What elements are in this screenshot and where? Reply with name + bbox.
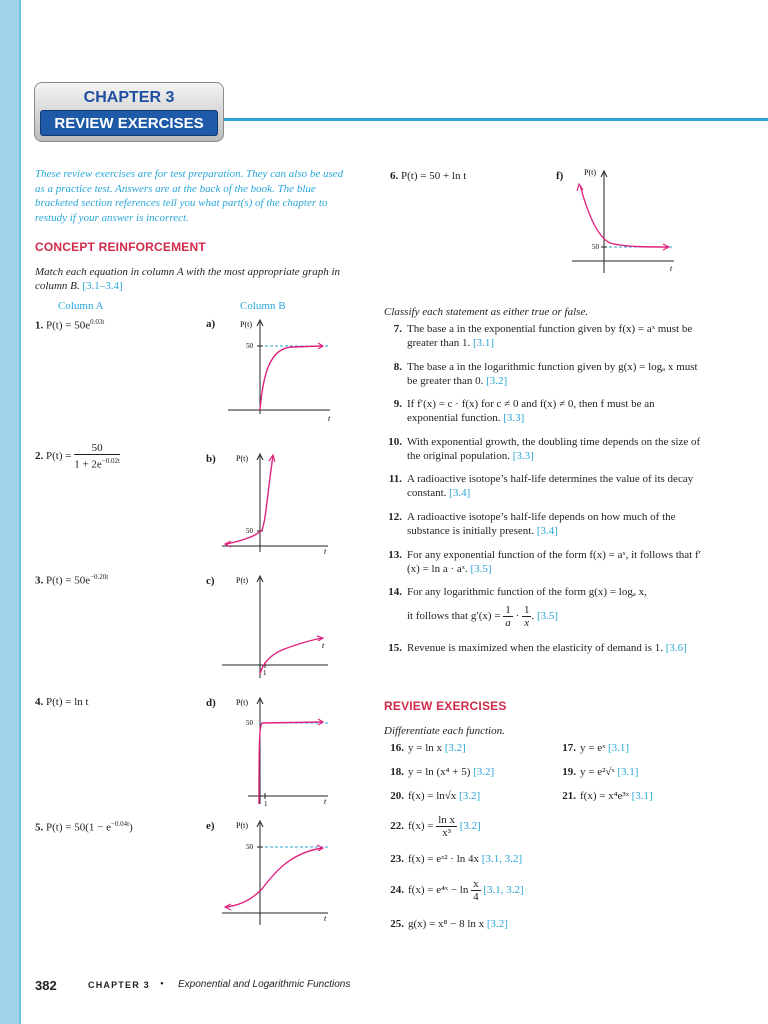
graph-c-y-label: P(t) bbox=[236, 576, 248, 585]
tf-ref: [3.3] bbox=[512, 449, 534, 462]
review-num: 16. bbox=[390, 742, 404, 754]
graph-d bbox=[222, 692, 340, 808]
review-eq: g(x) = x⁸ − 8 ln x bbox=[408, 918, 485, 930]
tf-ref: [3.2] bbox=[486, 374, 508, 387]
concept-heading: CONCEPT REINFORCEMENT bbox=[35, 240, 206, 254]
match-eq-5 bbox=[35, 820, 133, 834]
match-num-1: 1. bbox=[35, 319, 44, 332]
graph-b-y-tick-label: 50 bbox=[246, 527, 253, 535]
graph-letter-f: f) bbox=[556, 170, 564, 182]
graph-d-x-label: t bbox=[324, 797, 327, 806]
tf-ref: [3.3] bbox=[503, 411, 525, 424]
graph-c bbox=[222, 570, 340, 682]
graph-letter-a: a) bbox=[206, 318, 216, 330]
graph-d-curve bbox=[259, 722, 322, 804]
match-num-2: 2. bbox=[35, 449, 44, 462]
graph-f bbox=[568, 165, 686, 277]
graph-letter-d: d) bbox=[206, 697, 216, 709]
tf-14-f2-bot: x bbox=[524, 616, 530, 629]
match-eq-3-text: P(t) = 50e bbox=[46, 574, 91, 587]
concept-instruction bbox=[35, 265, 345, 293]
match-eq-2-fraction bbox=[74, 442, 120, 471]
tf-text: A radioactive isotope’s half-life determines the value of its decay constant. bbox=[407, 473, 694, 499]
match-eq-4-text: P(t) = ln t bbox=[46, 696, 89, 708]
review-ref: [3.2] bbox=[473, 766, 495, 778]
tf-14-f1-top: 1 bbox=[505, 603, 511, 616]
tf-text: The base a in the exponential function given by f(x) = aˣ must be greater than 1. bbox=[407, 323, 693, 349]
review-eq-lhs: f(x) = e⁴ˣ − ln bbox=[408, 884, 469, 897]
graph-letter-c: c) bbox=[206, 575, 215, 587]
review-eq: y = e²√ˣ bbox=[580, 766, 615, 778]
match-eq-6 bbox=[390, 170, 466, 182]
review-heading: REVIEW EXERCISES bbox=[384, 699, 507, 713]
review-eq-lhs: f(x) = bbox=[408, 820, 434, 833]
review-item-23 bbox=[384, 853, 522, 865]
graph-c-curve bbox=[260, 638, 322, 674]
review-num: 17. bbox=[562, 742, 576, 754]
review-item-20 bbox=[384, 790, 480, 802]
tf-text: For any exponential function of the form f(x) = aˣ, it follows that f′(x) = ln a · aˣ. bbox=[407, 549, 702, 575]
review-ref: [3.2] bbox=[459, 820, 481, 833]
tf-num: 11. bbox=[388, 473, 402, 485]
review-instruction: Differentiate each function. bbox=[384, 725, 505, 737]
review-item-22 bbox=[384, 814, 481, 839]
review-item-19 bbox=[556, 766, 638, 778]
tf-ref: [3.5] bbox=[536, 609, 559, 622]
match-eq-2-den-text: 1 + 2e bbox=[74, 458, 102, 471]
graph-f-y-tick-label: 50 bbox=[592, 243, 599, 251]
review-ref: [3.1, 3.2] bbox=[483, 884, 524, 897]
tf-ref: [3.1] bbox=[472, 336, 495, 349]
review-eq: f(x) = x⁴e³ˣ bbox=[580, 790, 629, 802]
graph-e-curve bbox=[226, 848, 322, 907]
graph-e bbox=[222, 815, 340, 927]
match-eq-3 bbox=[35, 573, 108, 587]
footer-chapter: CHAPTER 3 bbox=[88, 980, 150, 990]
header-rule bbox=[219, 118, 768, 121]
match-num-3: 3. bbox=[35, 574, 44, 587]
match-num-4: 4. bbox=[35, 696, 44, 708]
tf-14-f2-top: 1 bbox=[523, 603, 530, 616]
match-eq-5-sup: −0.04t bbox=[110, 820, 130, 828]
tf-text: Revenue is maximized when the elasticity of demand is 1. bbox=[407, 642, 663, 654]
review-24-den: 4 bbox=[473, 891, 479, 903]
tf-text: For any logarithmic function of the form g(x) = logₐ x, bbox=[407, 586, 647, 598]
tf-14-f1-bot: a bbox=[505, 616, 511, 629]
review-24-fraction bbox=[471, 878, 481, 903]
graph-b-y-label: P(t) bbox=[236, 454, 248, 463]
concept-instruction-text: Match each equation in column A with the most appropriate graph in column B. bbox=[35, 266, 341, 292]
tf-ref: [3.6] bbox=[665, 642, 687, 654]
review-item-25 bbox=[384, 918, 508, 930]
review-item-24 bbox=[384, 878, 524, 903]
tf-14-dot: · bbox=[515, 609, 520, 622]
review-num: 19. bbox=[562, 766, 576, 778]
graph-letter-e: e) bbox=[206, 820, 215, 832]
match-eq-6-text: P(t) = 50 + ln t bbox=[401, 170, 467, 182]
review-num: 18. bbox=[390, 766, 404, 778]
graph-d-y-label: P(t) bbox=[236, 698, 248, 707]
tf-num: 7. bbox=[393, 323, 402, 335]
tf-num: 13. bbox=[388, 549, 402, 561]
review-eq: f(x) = ln√x bbox=[408, 790, 457, 802]
tf-text: With exponential growth, the doubling time depends on the size of the original population. bbox=[407, 436, 701, 462]
footer-separator: • bbox=[160, 978, 164, 990]
tf-num: 12. bbox=[388, 511, 402, 523]
review-22-num: ln x bbox=[438, 814, 456, 826]
review-ref: [3.2] bbox=[459, 790, 481, 802]
graph-a-x-label: t bbox=[328, 414, 331, 423]
review-num: 22. bbox=[390, 820, 404, 833]
tf-text-b: it follows that g′(x) = bbox=[407, 609, 501, 622]
review-24-num: x bbox=[473, 878, 479, 890]
match-eq-2-den-sup: −0.02t bbox=[101, 457, 120, 465]
chapter-badge-subtitle: REVIEW EXERCISES bbox=[40, 110, 218, 136]
match-eq-3-sup: −0.20t bbox=[90, 573, 109, 581]
graph-e-x-label: t bbox=[324, 914, 327, 923]
review-eq: y = eˣ bbox=[580, 742, 606, 754]
review-ref: [3.1, 3.2] bbox=[481, 853, 523, 865]
graph-f-curve bbox=[580, 185, 668, 247]
review-num: 25. bbox=[390, 918, 404, 930]
review-item-21 bbox=[556, 790, 653, 802]
match-eq-1 bbox=[35, 318, 104, 332]
tf-text: The base a in the logarithmic function given by g(x) = logₐ x must be greater than 0. bbox=[407, 361, 698, 387]
graph-a-y-label: P(t) bbox=[240, 320, 252, 329]
match-eq-2-lhs: P(t) = bbox=[46, 449, 72, 462]
graph-e-y-tick-label: 50 bbox=[246, 843, 253, 851]
graph-d-y-tick-label: 50 bbox=[246, 719, 253, 727]
tf-14-period: . bbox=[531, 609, 535, 622]
tf-num: 9. bbox=[393, 398, 402, 410]
graph-c-x-tick-label: 1 bbox=[263, 669, 267, 677]
intro-paragraph: These review exercises are for test preparation. They can also be used as a practice test. Answers are at the back of the book. The blue bracketed section references tell you what part(s) of the chapter to restudy if your answer is incorrect. bbox=[35, 168, 344, 224]
tf-ref: [3.4] bbox=[449, 486, 471, 499]
match-eq-1-text: P(t) = 50e bbox=[46, 319, 91, 332]
true-false-instruction: Classify each statement as either true or false. bbox=[384, 306, 589, 318]
review-eq: f(x) = eˣ² · ln 4x bbox=[408, 853, 480, 865]
match-eq-5-text: P(t) = 50(1 − e bbox=[46, 821, 111, 834]
chapter-badge-title: CHAPTER 3 bbox=[83, 89, 175, 106]
review-num: 20. bbox=[390, 790, 404, 802]
review-ref: [3.2] bbox=[486, 918, 508, 930]
match-num-5: 5. bbox=[35, 821, 44, 834]
column-b-label: Column B bbox=[240, 300, 286, 312]
match-eq-5-tail: ) bbox=[129, 821, 133, 834]
review-num: 24. bbox=[390, 884, 404, 897]
match-eq-2-num: 50 bbox=[74, 442, 120, 455]
graph-b-x-label: t bbox=[324, 547, 327, 556]
review-22-fraction bbox=[436, 814, 457, 839]
match-eq-4 bbox=[35, 696, 89, 708]
graph-a-y-tick-label: 50 bbox=[246, 342, 253, 350]
graph-b bbox=[222, 448, 340, 560]
graph-a bbox=[222, 314, 340, 424]
review-item-18 bbox=[384, 766, 494, 778]
review-ref: [3.1] bbox=[617, 766, 639, 778]
review-eq: y = ln (x⁴ + 5) bbox=[408, 766, 471, 778]
concept-instruction-ref: [3.1–3.4] bbox=[82, 280, 123, 292]
review-ref: [3.1] bbox=[631, 790, 653, 802]
tf-num: 8. bbox=[393, 361, 402, 373]
graph-f-x-label: t bbox=[670, 264, 673, 273]
graph-letter-b: b) bbox=[206, 453, 216, 465]
review-item-16 bbox=[384, 742, 466, 754]
review-num: 23. bbox=[390, 853, 404, 865]
tf-ref: [3.4] bbox=[536, 524, 558, 537]
review-eq: y = ln x bbox=[408, 742, 443, 754]
graph-c-x-label: t bbox=[322, 641, 325, 650]
tf-num: 10. bbox=[388, 436, 402, 448]
review-ref: [3.2] bbox=[444, 742, 466, 754]
tf-text: If f′(x) = c · f(x) for c ≠ 0 and f(x) ≠ 0, then f must be an exponential function. bbox=[407, 398, 655, 424]
review-item-17 bbox=[556, 742, 629, 754]
tf-text: A radioactive isotope’s half-life depends on how much of the substance is initially present. bbox=[407, 511, 676, 537]
review-ref: [3.1] bbox=[608, 742, 630, 754]
tf-14-fraction-1 bbox=[503, 604, 513, 629]
page-sidebar bbox=[0, 0, 19, 1024]
tf-num: 14. bbox=[388, 586, 402, 598]
review-22-den: x³ bbox=[442, 827, 452, 839]
graph-d-x-tick-label: 1 bbox=[264, 800, 268, 808]
match-eq-2 bbox=[35, 442, 120, 471]
graph-f-y-label: P(t) bbox=[584, 168, 596, 177]
page-number: 382 bbox=[35, 978, 57, 993]
tf-num: 15. bbox=[388, 642, 402, 654]
match-eq-1-sup: 0.03t bbox=[90, 318, 105, 326]
match-num-6: 6. bbox=[390, 170, 399, 182]
match-eq-2-den bbox=[74, 455, 120, 471]
footer-title: Exponential and Logarithmic Functions bbox=[178, 979, 351, 990]
column-a-label: Column A bbox=[58, 300, 104, 312]
tf-ref: [3.5] bbox=[470, 562, 492, 575]
graph-e-y-label: P(t) bbox=[236, 821, 248, 830]
graph-a-curve bbox=[260, 346, 322, 410]
page-sidebar-edge bbox=[19, 0, 21, 1024]
review-num: 21. bbox=[562, 790, 576, 802]
